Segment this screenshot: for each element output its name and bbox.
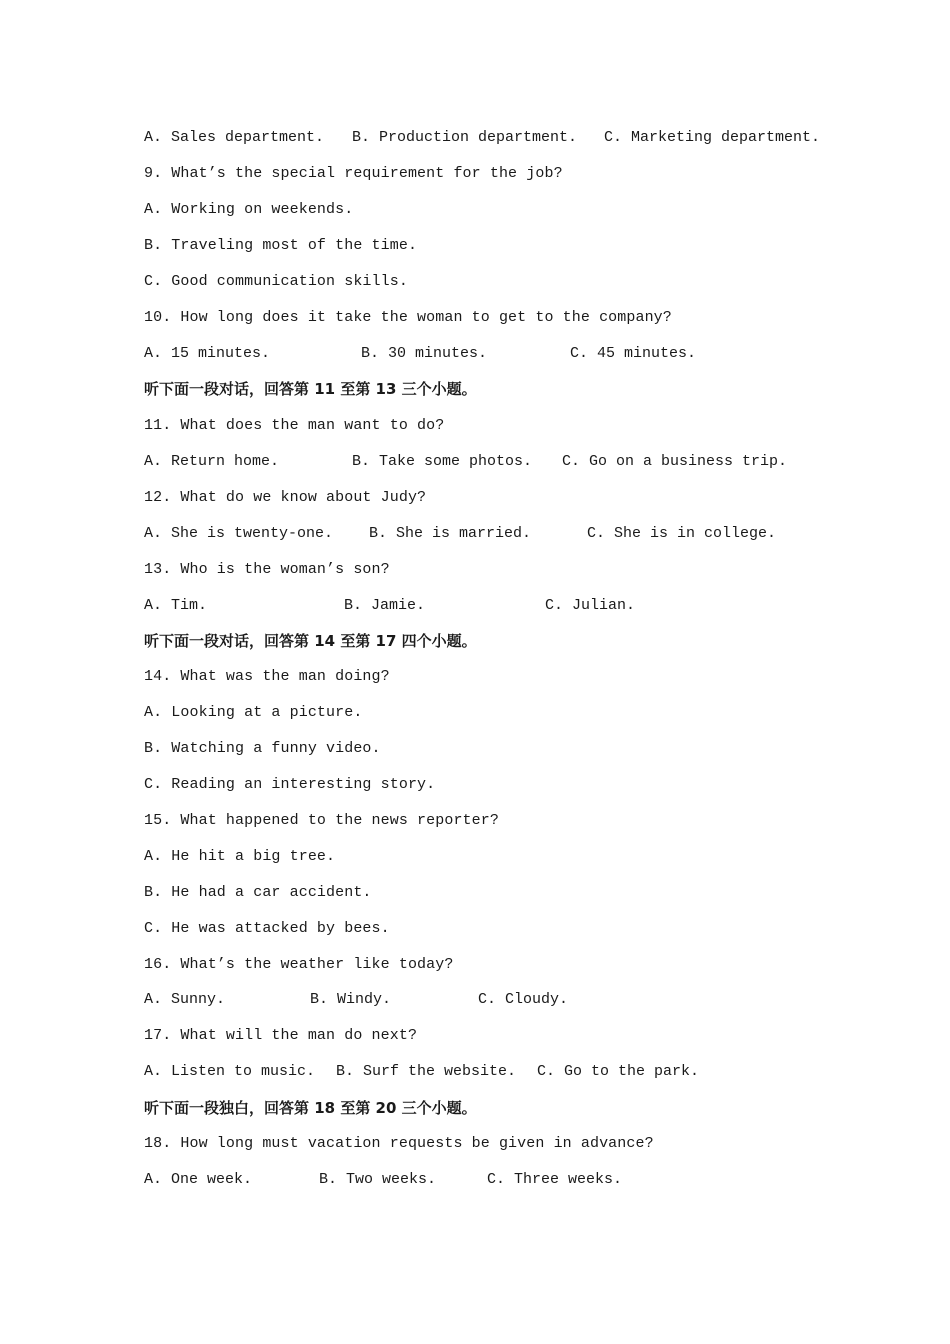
q13-question: 13. Who is the woman’s son? (144, 561, 390, 578)
q13-option-b: B. Jamie. (344, 597, 426, 614)
section-heading-18-20: 听下面一段独白，回答第 18 至第 20 三个小题。 (144, 1099, 477, 1117)
q17-option-c: C. Go to the park. (537, 1063, 700, 1080)
q18-question: 18. How long must vacation requests be given in advance? (144, 1135, 654, 1152)
q8-option-a: A. Sales department. (144, 129, 325, 146)
q18-option-c: C. Three weeks. (487, 1171, 623, 1188)
q17-option-a: A. Listen to music. (144, 1063, 316, 1080)
q16-option-b: B. Windy. (310, 991, 392, 1008)
q15-option-a: A. He hit a big tree. (144, 848, 336, 865)
q8-option-c: C. Marketing department. (604, 129, 821, 146)
q14-option-a: A. Looking at a picture. (144, 704, 363, 721)
q15-option-c: C. He was attacked by bees. (144, 920, 390, 937)
q11-option-c: C. Go on a business trip. (562, 453, 788, 470)
q16-option-c: C. Cloudy. (478, 991, 569, 1008)
q9-option-a: A. Working on weekends. (144, 201, 354, 218)
q14-option-b: B. Watching a funny video. (144, 740, 381, 757)
q13-option-a: A. Tim. (144, 597, 208, 614)
q10-option-c: C. 45 minutes. (570, 345, 697, 362)
q16-question: 16. What’s the weather like today? (144, 956, 454, 973)
q17-option-b: B. Surf the website. (336, 1063, 517, 1080)
q13-option-c: C. Julian. (545, 597, 636, 614)
q9-question: 9. What’s the special requirement for the job? (144, 165, 563, 182)
q12-option-a: A. She is twenty-one. (144, 525, 334, 542)
q11-question: 11. What does the man want to do? (144, 417, 445, 434)
q15-question: 15. What happened to the news reporter? (144, 812, 499, 829)
section-heading-11-13: 听下面一段对话，回答第 11 至第 13 三个小题。 (144, 380, 477, 398)
q10-option-b: B. 30 minutes. (361, 345, 488, 362)
q18-option-b: B. Two weeks. (319, 1171, 437, 1188)
q15-option-b: B. He had a car accident. (144, 884, 372, 901)
q11-option-a: A. Return home. (144, 453, 280, 470)
q11-option-b: B. Take some photos. (352, 453, 533, 470)
q10-question: 10. How long does it take the woman to get to the company? (144, 309, 672, 326)
q18-option-a: A. One week. (144, 1171, 253, 1188)
q14-option-c: C. Reading an interesting story. (144, 776, 436, 793)
q16-option-a: A. Sunny. (144, 991, 226, 1008)
q17-question: 17. What will the man do next? (144, 1027, 418, 1044)
q9-option-c: C. Good communication skills. (144, 273, 408, 290)
q10-option-a: A. 15 minutes. (144, 345, 271, 362)
section-heading-14-17: 听下面一段对话，回答第 14 至第 17 四个小题。 (144, 632, 477, 650)
q12-question: 12. What do we know about Judy? (144, 489, 427, 506)
q14-question: 14. What was the man doing? (144, 668, 390, 685)
q12-option-c: C. She is in college. (587, 525, 777, 542)
q8-option-b: B. Production department. (352, 129, 578, 146)
q9-option-b: B. Traveling most of the time. (144, 237, 418, 254)
q12-option-b: B. She is married. (369, 525, 532, 542)
